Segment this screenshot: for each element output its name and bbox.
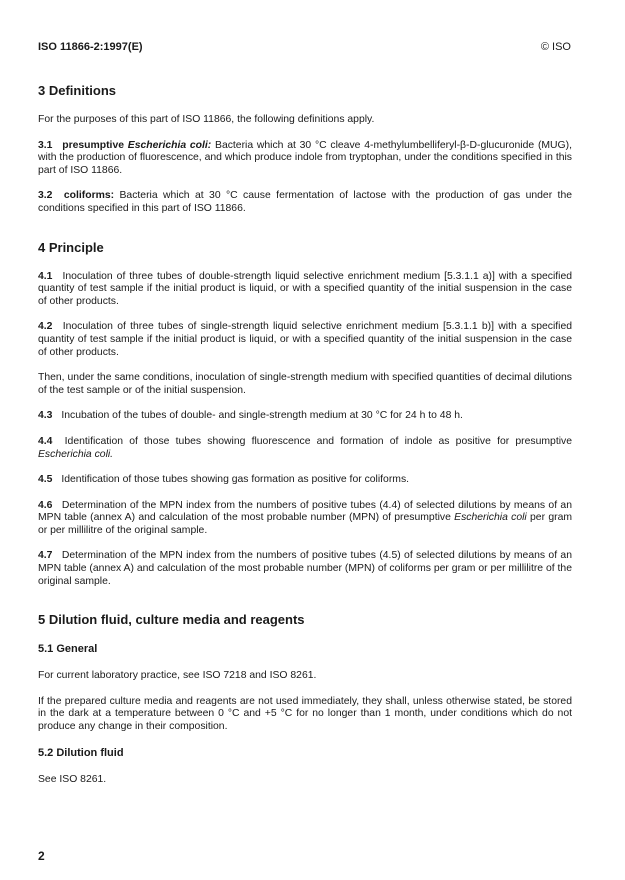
- clause-text: Determination of the MPN index from the numbers of positive tubes (4.5) of selected dilutions by means of an MPN table (annex A) and calculation of the most probable number (MPN) of coliforms per gram or per millilitre of the original sample.: [38, 550, 572, 587]
- subsection-5-1-heading: 5.1 General: [38, 643, 98, 656]
- definition-3-2: [38, 190, 572, 215]
- clause-text: Identification of those tubes showing gas formation as positive for coliforms.: [61, 474, 410, 486]
- clause-4-3: [38, 410, 572, 423]
- clause-number: 4.2: [38, 321, 53, 333]
- clause-4-7: [38, 550, 572, 588]
- clause-4-1: [38, 271, 572, 309]
- clause-4-5: [38, 474, 572, 487]
- clause-text-italic: Escherichia coli.: [38, 448, 114, 460]
- clause-text: Identification of those tubes showing fluorescence and formation of indole as positive for presumptive: [64, 435, 572, 447]
- definition-text: Bacteria which at 30 °C cleave 4-methylumbelliferyl-β-D-glucuronide (MUG), with the production of fluorescence, and which produce indole from tryptophan, under the conditions specified in this part of ISO 11866.: [38, 139, 572, 176]
- section-3-intro: For the purposes of this part of ISO 11866, the following definitions apply.: [38, 114, 375, 125]
- clause-text: per gram or per millilitre of the original sample.: [38, 512, 573, 536]
- subsection-5-1-para-2: If the prepared culture media and reagents are not used immediately, they shall, unless otherwise stated, be stored in the dark at a temperature between 0 °C and +5 °C for no longer than 1 month, under conditions which do not produce any change in their composition.: [38, 695, 572, 733]
- clause-text: Inoculation of three tubes of single-strength liquid selective enrichment medium [5.3.1.1 b)] with a specified quantity of test sample if the initial product is liquid, or with a specified quantity of the initial suspension in the case of other products.: [38, 321, 573, 358]
- definition-term: coliforms:: [63, 190, 115, 202]
- clause-number: 4.7: [38, 550, 53, 562]
- definition-term: presumptive: [62, 139, 128, 151]
- clause-text: Incubation of the tubes of double- and single-strength medium at 30 °C for 24 h to 48 h.: [61, 410, 463, 422]
- section-4-heading: 4 Principle: [38, 239, 104, 255]
- section-3-heading: 3 Definitions: [38, 83, 117, 98]
- subsection-5-2-para-1: See ISO 8261.: [38, 773, 107, 785]
- clause-text-italic: Escherichia coli: [454, 512, 527, 524]
- clause-4-2: [38, 321, 572, 359]
- clause-number: 4.1: [38, 270, 53, 282]
- clause-number: 4.4: [38, 435, 53, 447]
- clause-number: 3.2: [38, 190, 53, 202]
- subsection-5-2-heading: 5.2 Dilution fluid: [38, 746, 124, 759]
- page-content: [38, 83, 572, 799]
- section-5-heading: 5 Dilution fluid, culture media and reagents: [38, 612, 305, 628]
- clause-number: 4.5: [38, 474, 53, 486]
- document-id: ISO 11866-2:1997(E): [38, 41, 143, 53]
- page-number: 2: [38, 849, 45, 863]
- subsection-5-1-para-1: For current laboratory practice, see ISO 7218 and ISO 8261.: [38, 670, 317, 682]
- clause-number: 3.1: [38, 139, 53, 151]
- definition-text: Bacteria which at 30 °C cause fermentation of lactose with the production of gas under the conditions specified in this part of ISO 11866.: [38, 190, 572, 214]
- definition-term-italic: Escherichia coli:: [127, 139, 212, 151]
- clause-text: Determination of the MPN index from the numbers of positive tubes (4.4) of selected dilutions by means of an MPN table (annex A) and calculation of the most probable number (MPN) of presumptive: [38, 499, 572, 524]
- clause-number: 4.3: [38, 410, 53, 422]
- definition-3-1: [38, 140, 572, 178]
- clause-text: Inoculation of three tubes of double-strength liquid selective enrichment medium [5.3.1.1 a)] with a specified quantity of test sample if the initial product is liquid, or with a specified quantity of the initial suspension in the case of other products.: [38, 270, 573, 307]
- clause-4-4: [38, 436, 572, 461]
- clause-4-2-continued: Then, under the same conditions, inoculation of single-strength medium with specified quantities of decimal dilutions of the test sample or of the initial suspension.: [38, 372, 572, 396]
- clause-number: 4.6: [38, 499, 53, 511]
- clause-4-6: [38, 500, 572, 538]
- copyright-mark: © ISO: [540, 41, 571, 53]
